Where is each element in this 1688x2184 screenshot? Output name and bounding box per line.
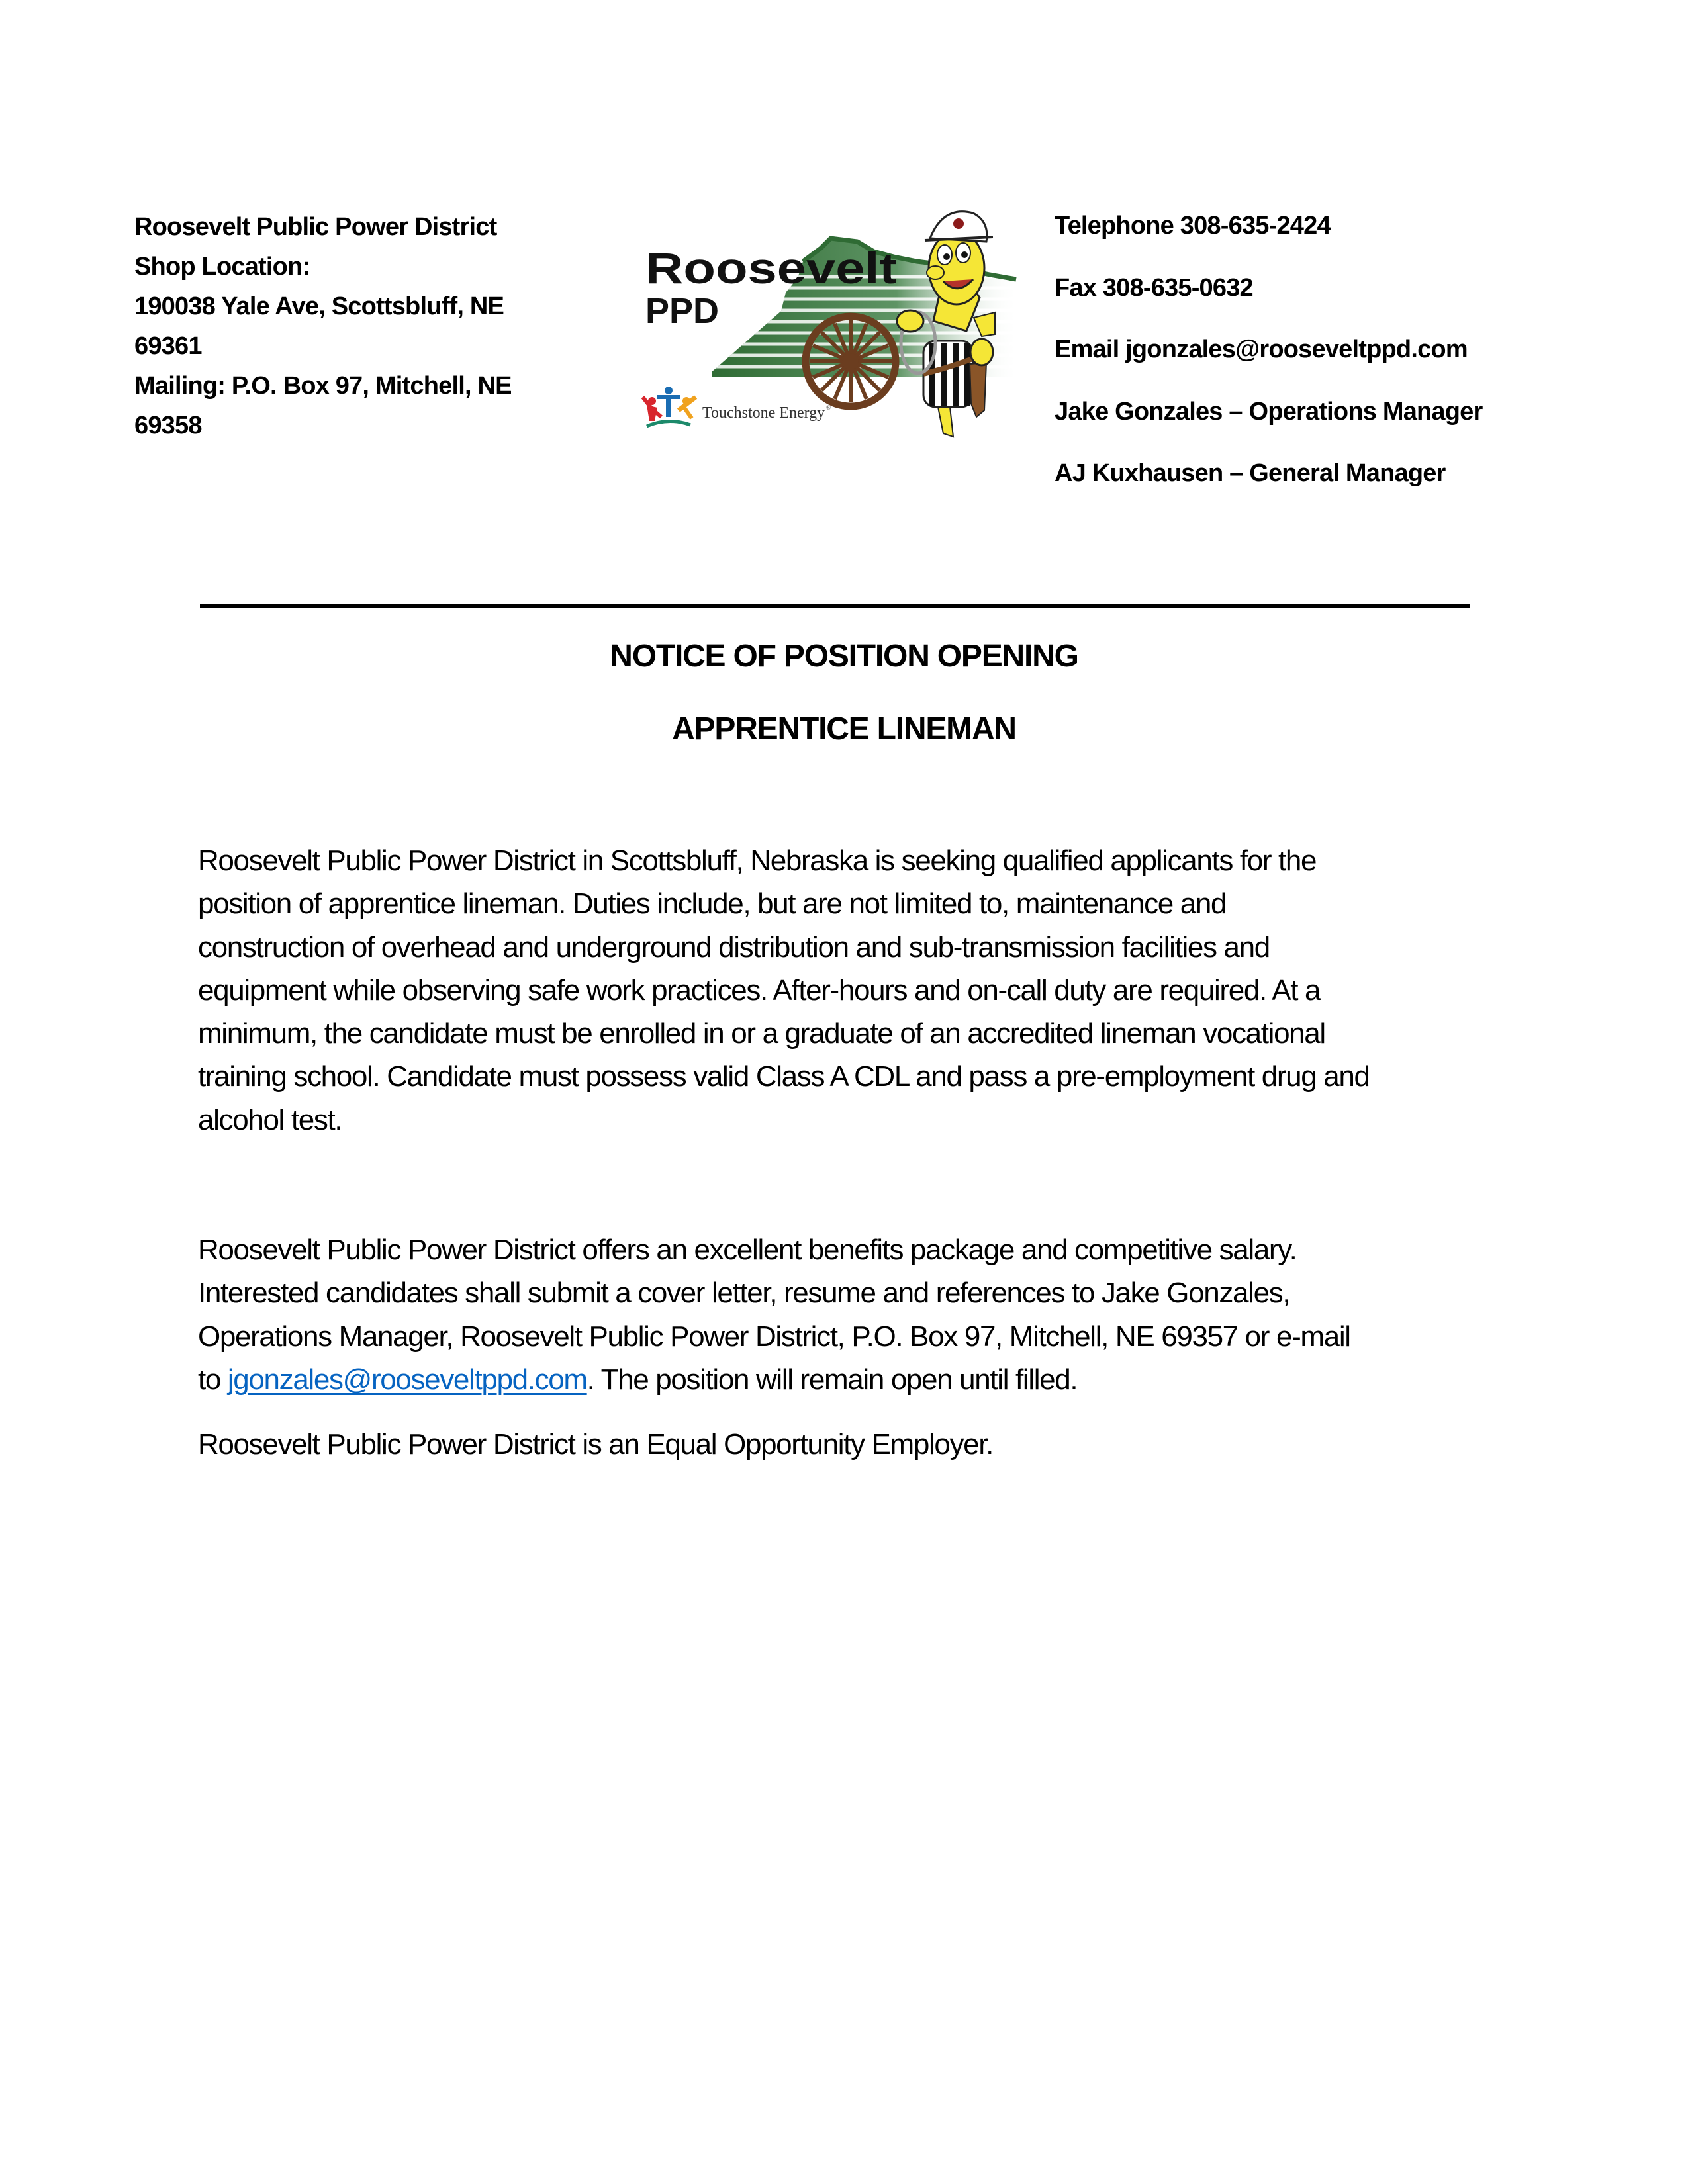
link-suffix: . The position will remain open until filled. xyxy=(586,1363,1078,1396)
wagon-wheel-icon xyxy=(806,316,896,406)
logo-wordmark-line1: Roosevelt xyxy=(645,244,898,293)
touchstone-energy-label xyxy=(702,404,831,422)
org-name: Roosevelt Public Power District xyxy=(134,213,497,241)
shop-address-street: 190038 Yale Ave, Scottsbluff, NE xyxy=(134,293,504,320)
position-title: APPRENTICE LINEMAN xyxy=(672,711,1016,747)
shop-address-zip: 69361 xyxy=(134,332,202,360)
touchstone-energy-icon xyxy=(643,387,696,426)
description-paragraph xyxy=(198,839,1522,1142)
paragraph-line: Roosevelt Public Power District in Scottsbluff, Nebraska is seeking qualified applicants for the xyxy=(198,844,1317,877)
letterhead-contacts xyxy=(1055,207,1558,517)
eoe-statement xyxy=(198,1423,1522,1466)
lineman-mascot-icon xyxy=(897,212,995,437)
letterhead-divider xyxy=(200,604,1470,608)
paragraph-line: training school. Candidate must possess valid Class A CDL and pass a pre-employment drug and xyxy=(198,1060,1370,1093)
mailing-address: Mailing: P.O. Box 97, Mitchell, NE xyxy=(134,372,512,400)
fax: Fax 308-635-0632 xyxy=(1055,273,1253,302)
paragraph-line: alcohol test. xyxy=(198,1103,342,1136)
logo-graphic xyxy=(632,199,1026,445)
paragraph-line: Operations Manager, Roosevelt Public Power District, P.O. Box 97, Mitchell, NE 69357 or e-mail xyxy=(198,1320,1350,1353)
roosevelt-ppd-logo xyxy=(632,199,1026,445)
paragraph-line xyxy=(198,1358,1522,1401)
paragraph-line: minimum, the candidate must be enrolled in or a graduate of an accredited lineman vocational xyxy=(198,1017,1325,1050)
paragraph-line: construction of overhead and underground distribution and sub-transmission facilities and xyxy=(198,931,1270,964)
link-prefix: to xyxy=(198,1363,228,1396)
email: Email jgonzales@rooseveltppd.com xyxy=(1055,336,1468,363)
email-link[interactable]: jgonzales@rooseveltppd.com xyxy=(227,1363,587,1396)
paragraph-line: Roosevelt Public Power District offers an excellent benefits package and competitive salary. xyxy=(198,1234,1297,1266)
telephone: Telephone 308-635-2424 xyxy=(1055,212,1331,240)
touchstone-energy-text: Touchstone Energy xyxy=(702,404,825,422)
operations-manager: Jake Gonzales – Operations Manager xyxy=(1055,397,1483,426)
general-manager: AJ Kuxhausen – General Manager xyxy=(1055,459,1446,487)
registered-mark: ® xyxy=(826,404,831,411)
letterhead-address xyxy=(134,207,585,445)
logo-wordmark-line2: PPD xyxy=(645,291,720,331)
notice-title: NOTICE OF POSITION OPENING xyxy=(610,639,1078,674)
paragraph-line: position of apprentice lineman. Duties include, but are not limited to, maintenance and xyxy=(198,887,1227,921)
paragraph-line: equipment while observing safe work practices. After-hours and on-call duty are required. At a xyxy=(198,974,1321,1007)
mailing-address-zip: 69358 xyxy=(134,412,202,439)
paragraph-line: Interested candidates shall submit a cover letter, resume and references to Jake Gonzales, xyxy=(198,1277,1290,1310)
shop-location-label: Shop Location: xyxy=(134,253,310,281)
application-paragraph xyxy=(198,1228,1522,1401)
eoe-line: Roosevelt Public Power District is an Equal Opportunity Employer. xyxy=(198,1428,994,1461)
